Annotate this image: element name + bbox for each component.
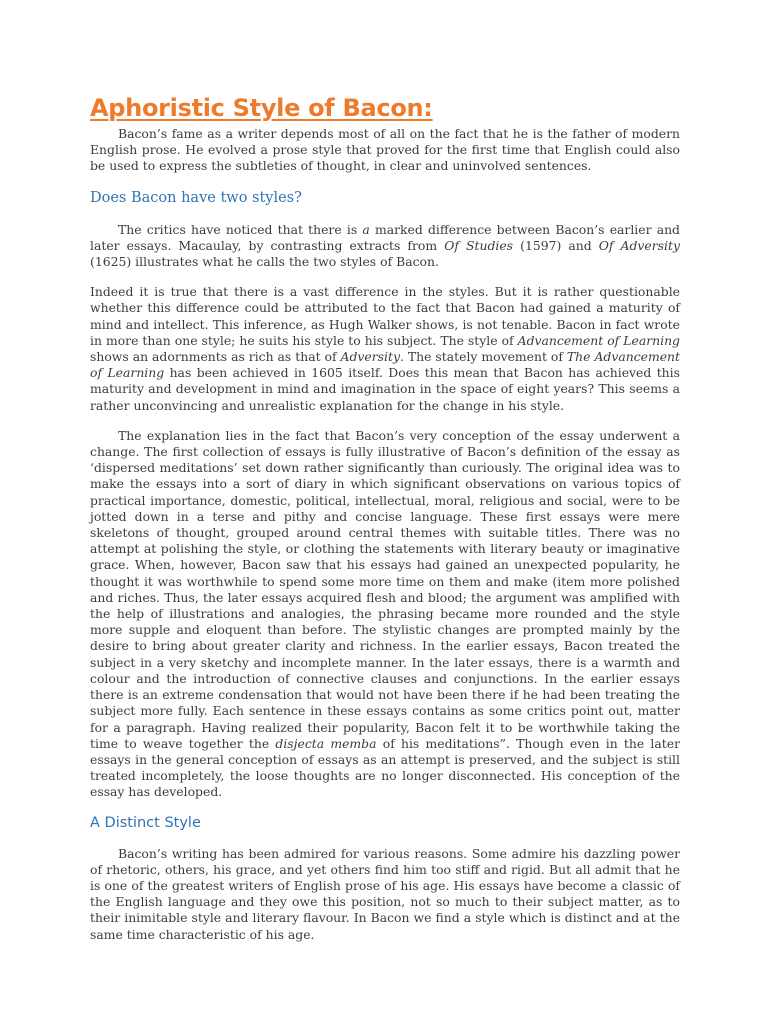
paragraph-explanation: The explanation lies in the fact that Bacon’s very conception of the essay underwent a change. The first collection of essays is fully illustrative of Bacon’s definition of the essay as ‘dispersed meditations’ set down rather significantly than curiously. The original idea was to make the essays into a sort of diary in which significant observations on various topics of practical importance, domestic, political, intellectual, moral, religious and social, were to be jotted down in a terse and pithy and concise language. These first essays were mere skeletons of thought, grouped around central themes with suitable titles. There was no attempt at polishing the style, or clothing the statements with literary beauty or imaginative grace. When, however, Bacon saw that his essays had gained an unexpected popularity, he thought it was worthwhile to spend some more time on them and make (item more polished and riches. Thus, the later essays acquired flesh and blood; the argument was amplified with the help of illustrations and analogies, the phrasing became more rounded and the style more supple and eloquent than before. The stylistic changes are prompted mainly by the desire to bring about greater clarity and richness. In the earlier essays, Bacon treated the subject in a very sketchy and incomplete manner. In the later essays, there is a warmth and colour and the introduction of connective clauses and conjunctions. In the earlier essays there is an extreme condensation that would not have been there if he had been treating the subject more fully. Each sentence in these essays contains as some critics point out, matter for a paragraph. Having realized their popularity, Bacon felt it to be worthwhile taking the time to weave together the disjecta memba of his meditations”. Though even in the later essays in the general conception of essays as an attempt is preserved, and the subject is still treated incompletely, the loose thoughts are no longer disconnected. His conception of the essay has developed. — [90, 427, 680, 800]
section-heading-distinct-style: A Distinct Style — [90, 814, 201, 831]
intro-paragraph: Bacon’s fame as a writer depends most of all on the fact that he is the father of modern English prose. He evolved a prose style that proved for the first time that English could also be used to express the subtleties of thought, in clear and uninvolved sentences. — [90, 126, 680, 174]
page-title: Aphoristic Style of Bacon: — [90, 94, 433, 122]
section-heading-two-styles: Does Bacon have two styles? — [90, 189, 302, 206]
paragraph-critics: The critics have noticed that there is a marked difference between Bacon’s earlier and later essays. Macaulay, by contrasting extracts from Of Studies (1597) and Of Adversity (1625) illustrates what he calls the two styles of Bacon. — [90, 221, 680, 270]
paragraph-indeed: Indeed it is true that there is a vast difference in the styles. But it is rather questionable whether this difference could be attributed to the fact that Bacon had gained a maturity of mind and intellect. This inference, as Hugh Walker shows, is not tenable. Bacon in fact wrote in more than one style; he suits his style to his subject. The style of Advancement of Learning shows an adornments as rich as that of Adversity. The stately movement of The Advancement of Learning has been achieved in 1605 itself. Does this mean that Bacon has achieved this maturity and development in mind and imagination in the space of eight years? This seems a rather unconvincing and unrealistic explanation for the change in his style. — [90, 284, 681, 413]
paragraph-distinct-style: Bacon’s writing has been admired for various reasons. Some admire his dazzling power of rhetoric, others, his grace, and yet others find him too stiff and rigid. But all admit that he is one of the greatest writers of English prose of his age. His essays have become a classic of the English language and they owe this position, not so much to their subject matter, as to their inimitable style and literary flavour. In Bacon we find a style which is distinct and at the same time characteristic of his age. — [90, 845, 680, 942]
